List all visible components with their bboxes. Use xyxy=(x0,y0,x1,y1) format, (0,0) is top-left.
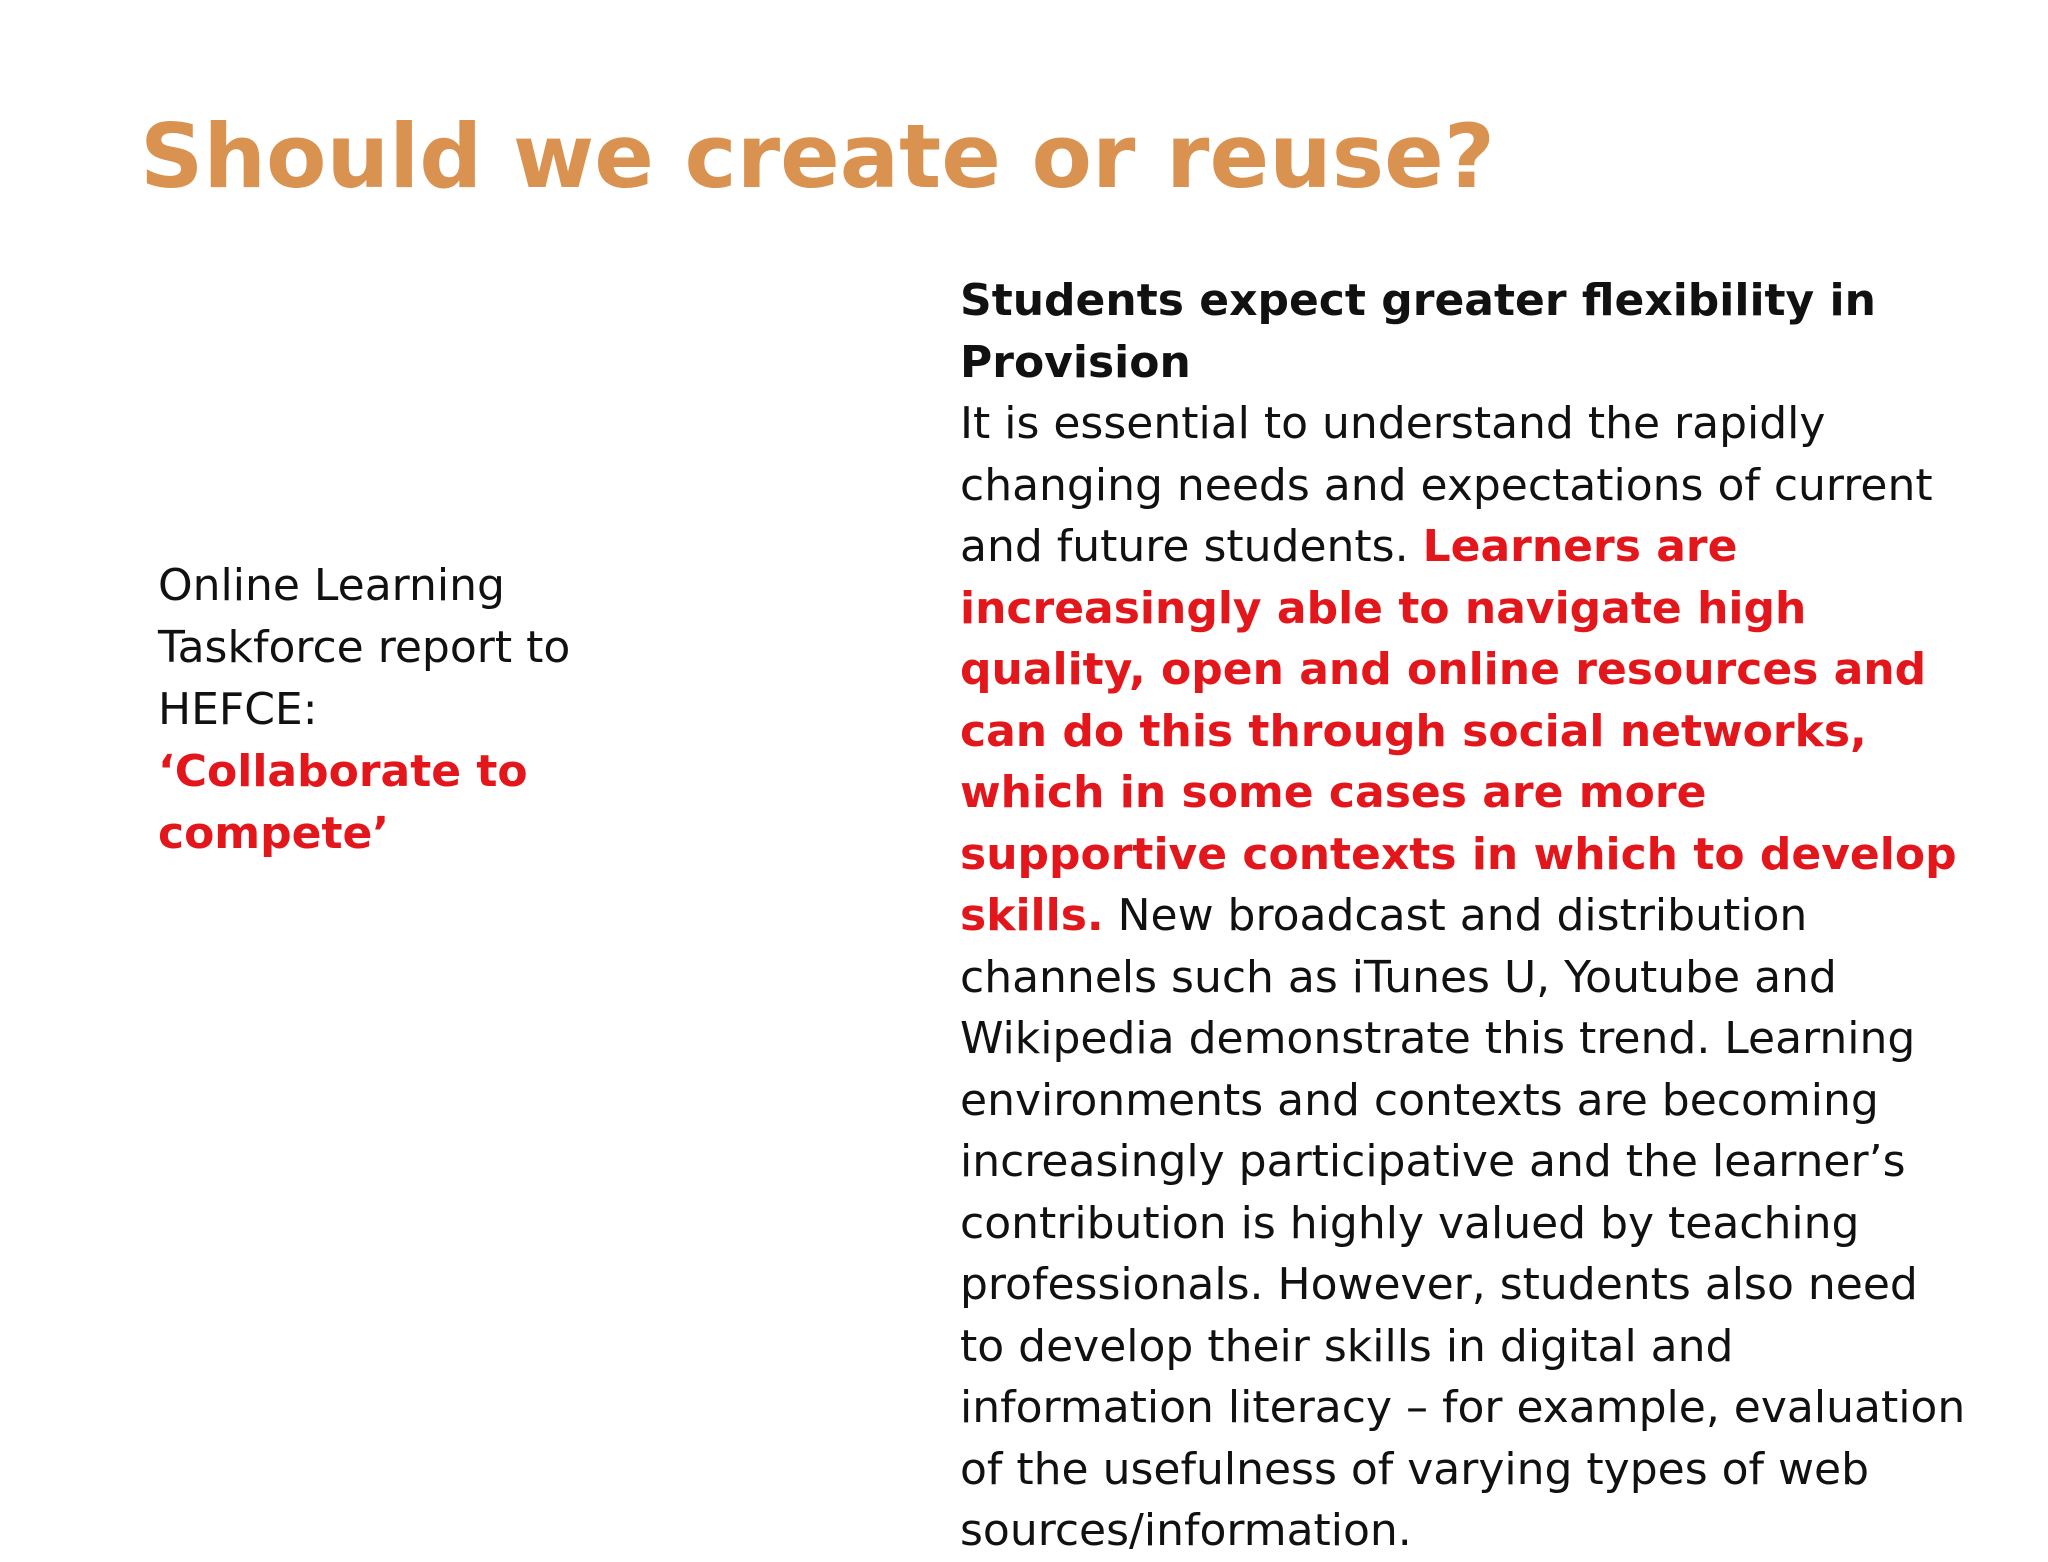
slide-title: Should we create or reuse? xyxy=(140,105,1495,208)
source-line-3: HEFCE: xyxy=(158,684,318,735)
report-quote-line-2: compete’ xyxy=(158,808,390,859)
quotation-body: New broadcast and distribution channels such as iTunes U, Youtube and Wikipedia demonstrate this trend. Learning environments and contexts are becoming increasingly participative and the learner’s contribution is highly valued by teaching professionals. However, students also need to develop their skills in digital and information literacy – for example, evaluation of the usefulness of varying types of web sources/information. xyxy=(960,890,1966,1556)
quotation-intro: It is essential to understand the rapidly changing needs and expectations of current and future students. xyxy=(960,398,1933,572)
quotation-heading: Students expect greater flexibility in Provision xyxy=(960,275,1876,388)
source-line-1: Online Learning xyxy=(158,560,505,611)
report-quote-line-1: ‘Collaborate to xyxy=(158,746,528,797)
quotation-block xyxy=(960,270,1970,1562)
quotation-paragraph xyxy=(960,393,1970,1562)
quotation-highlight: Learners are increasingly able to navigate high quality, open and online resources and can do this through social networks, which in some cases are more supportive contexts in which to develop skills. xyxy=(960,521,1957,941)
source-line-2: Taskforce report to xyxy=(158,622,571,673)
source-reference xyxy=(158,555,678,865)
